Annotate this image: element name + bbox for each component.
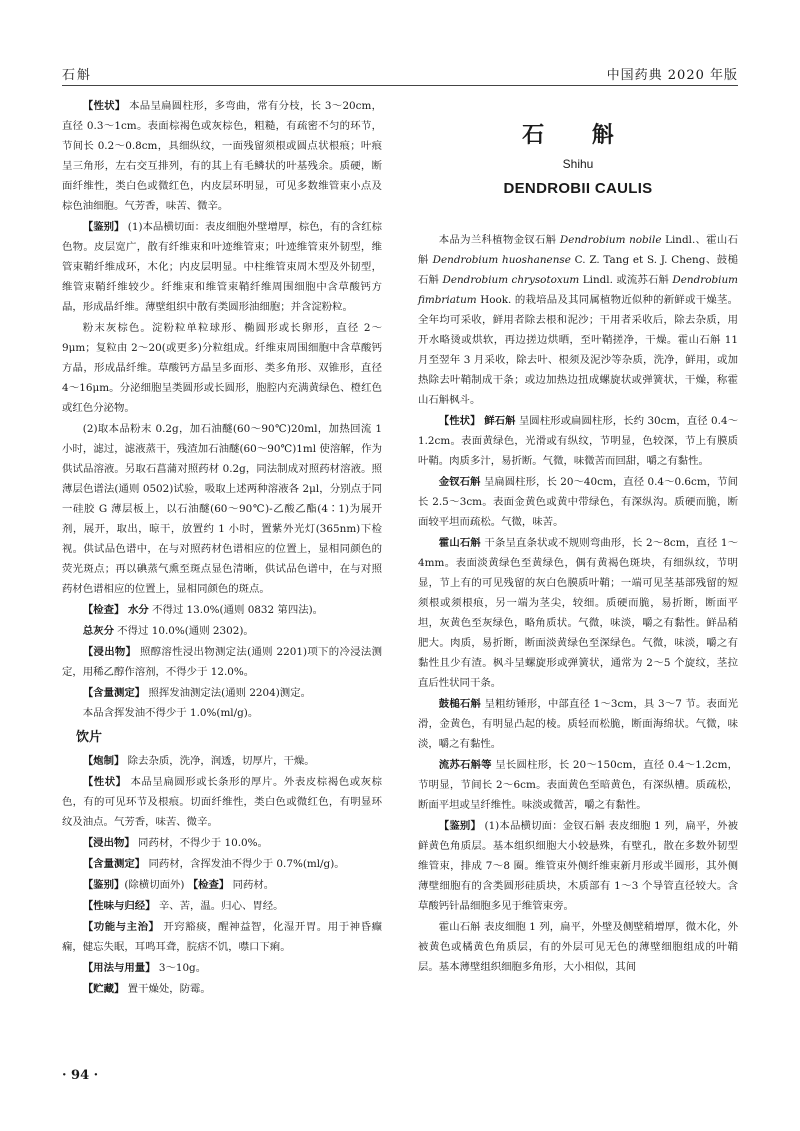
decoction-pieces-heading: 饮片 xyxy=(76,730,103,745)
extract-paragraph xyxy=(62,642,382,682)
section-label: 【性状】 xyxy=(82,776,127,788)
section-label: 【鉴别】 xyxy=(82,879,125,891)
powder-paragraph: 粉末灰棕色。淀粉粒单粒球形、椭圆形或长卵形，直径 2～9μm；复粒由 2～20(或更多)分粒组成。纤维束周围细胞中含草酸钙方晶，形成晶纤维。草酸钙方晶呈多面形、类多角形、双锥形，直径 4～16μm。分泌细胞呈类圆形或长圆形，胞腔内充满黄绿色、橙红色或红色分泌物。 xyxy=(62,322,382,414)
nature-meridian-paragraph xyxy=(62,896,382,916)
pieces-appearance-paragraph xyxy=(62,772,382,832)
jinchai-paragraph xyxy=(418,472,738,532)
monograph-pinyin: Shihu xyxy=(562,157,594,171)
pieces-identification-paragraph xyxy=(62,875,382,895)
source-text: 本品为兰科植物金钗石斛 xyxy=(438,234,560,246)
section-text: 开窍豁痰，醒神益智，化湿开胃。用于神昏癫痫，健忘失眠，耳鸣耳聋，脘痞不饥，噤口下痢。 xyxy=(62,921,382,953)
section-text: (除横切面外) xyxy=(124,879,188,891)
section-label: 【性状】 鲜石斛 xyxy=(438,415,516,427)
section-text: 除去杂质，洗净，润透，切厚片，干燥。 xyxy=(124,755,315,767)
section-label: 【浸出物】 xyxy=(82,646,137,658)
storage-paragraph xyxy=(62,979,382,999)
ash-paragraph xyxy=(62,621,382,641)
section-label: 【贮藏】 xyxy=(82,983,125,995)
section-label: 【炮制】 xyxy=(82,755,125,767)
section-label: 鼓槌石斛 xyxy=(438,698,482,710)
assay-paragraph xyxy=(62,683,382,703)
running-header-title: 石斛 xyxy=(62,68,93,83)
section-label: 总灰分 xyxy=(82,625,114,637)
section-text: 辛、苦，温。归心、胃经。 xyxy=(155,900,284,912)
section-text: 照挥发油测定法(通则 2204)测定。 xyxy=(145,687,311,699)
monograph-title: 石 斛 xyxy=(522,122,634,148)
guchui-paragraph xyxy=(418,694,738,754)
source-text: Lindl. 或流苏石斛 xyxy=(579,274,673,286)
source-text: Lindl.、霍山石斛 xyxy=(418,234,738,266)
pieces-assay-paragraph xyxy=(62,854,382,874)
section-label: 【检查】 xyxy=(187,879,230,891)
source-text: C. Z. Tang et S. J. Cheng、鼓槌石斛 xyxy=(418,254,738,286)
section-text: 3～10g。 xyxy=(155,962,207,974)
section-label: 霍山石斛 xyxy=(438,537,481,549)
section-label: 【性味与归经】 xyxy=(82,900,156,912)
section-text: 本品呈扁圆柱形，多弯曲，常有分枝，长 3～20cm，直径 0.3～1cm。表面棕褐色或灰棕色，粗糙，有疏密不匀的环节，节间长 0.2～0.8cm，具细纵纹，一面残留须根或圆点状根痕；叶痕呈三角形，左右交互排列，有的其上有毛鳞状的叶基残余。质硬，断面纤维性，类白色或微红色，内皮层环明显，可见多数维管束小点及棕色油细胞。气芳香，味苦、微辛。 xyxy=(62,100,383,212)
source-paragraph xyxy=(418,230,738,410)
section-label: 【浸出物】 xyxy=(82,837,135,849)
section-text: 不得过 13.0%(通则 0832 第四法)。 xyxy=(148,604,324,616)
huoshan-paragraph xyxy=(418,533,738,693)
identification-paragraph xyxy=(62,217,382,317)
left-column xyxy=(62,96,382,999)
section-label: 【检查】 水分 xyxy=(82,604,149,616)
running-header-edition: 中国药典 2020 年版 xyxy=(606,68,738,83)
right-column xyxy=(418,96,738,977)
huoshan-section-paragraph: 霍山石斛 表皮细胞 1 列，扁平，外壁及侧壁稍增厚，微木化，外被黄色或橘黄色角质层，有的外层可见无色的薄壁细胞组成的叶鞘层。基本薄壁组织细胞多角形，大小相似，其间 xyxy=(418,921,738,973)
section-label: 流苏石斛等 xyxy=(438,759,492,771)
section-text: 同药材，含挥发油不得少于 0.7%(ml/g)。 xyxy=(145,858,345,870)
species-name: Dendrobium nobile xyxy=(559,234,662,246)
section-label: 【鉴别】 xyxy=(438,820,482,832)
section-text: 呈圆柱形或扁圆柱形，长约 30cm，直径 0.4～1.2cm。表面黄绿色，光滑或有纵纹，节明显，色较深，节上有膜质叶鞘。肉质多汁，易折断。气微，味微苦而回甜，嚼之有黏性。 xyxy=(418,415,738,467)
appearance-paragraph xyxy=(62,96,382,216)
section-text: 同药材。 xyxy=(229,879,275,891)
species-name: Dendrobium chrysotoxum xyxy=(442,274,580,286)
section-label: 【含量测定】 xyxy=(82,687,146,699)
header-rule xyxy=(62,85,738,86)
section-label: 【含量测定】 xyxy=(82,858,146,870)
processing-paragraph xyxy=(62,751,382,771)
section-text: 本品呈扁圆形或长条形的厚片。外表皮棕褐色或灰棕色，有的可见环节及根痕。切面纤维性，类白色或微红色，有明显环纹及油点。气芳香，味苦、微辛。 xyxy=(62,776,382,828)
source-text: Hook. 的栽培品及其同属植物近似种的新鲜或干燥茎。全年均可采收，鲜用者除去根和泥沙；干用者采收后，除去杂质，用开水略烫或烘软，再边搓边烘晒，至叶鞘搓净，干燥。霍山石斛 11 月至翌年 3 月采收，除去叶、根须及泥沙等杂质，洗净，鲜用，或加热除去叶鞘制成干条；或边加热边扭成螺旋状或弹簧状，干燥，称霍山石斛枫斗。 xyxy=(418,294,738,406)
section-label: 【用法与用量】 xyxy=(82,962,156,974)
pieces-extract-paragraph xyxy=(62,833,382,853)
tlc-paragraph: (2)取本品粉末 0.2g，加石油醚(60～90℃)20ml，加热回流 1 小时，滤过，滤液蒸干，残渣加石油醚(60～90℃)1ml 使溶解，作为供试品溶液。另取石菖蒲对照药材 0.2g，同法制成对照药材溶液。照薄层色谱法(通则 0502)试验，吸取上述两种溶液各 2μl，分别点于同一硅胶 G 薄层板上，以石油醚(60～90℃)-乙酸乙酯(4∶1)为展开剂，展开，取出，晾干，放置约 1 小时，置紫外光灯(365nm)下检视。供试品色谱中，在与对照药材色谱相应的位置上，显相同颜色的荧光斑点；再以碘蒸气熏至斑点显色清晰，供试品色谱中，在与对照药材色谱相应的位置上，显相同颜色的斑点。 xyxy=(62,423,382,595)
section-text: 照醇溶性浸出物测定法(通则 2201)项下的冷浸法测定，用稀乙醇作溶剂，不得少于 12.0%。 xyxy=(62,646,383,678)
section-label: 【功能与主治】 xyxy=(82,921,160,933)
page-number: · 94 · xyxy=(62,1068,99,1083)
section-label: 金钗石斛 xyxy=(438,476,481,488)
section-label: 【鉴别】 xyxy=(82,221,125,233)
moisture-paragraph xyxy=(62,600,382,620)
section-text: (1)本品横切面：金钗石斛 表皮细胞 1 列，扁平，外被鲜黄色角质层。基本组织细胞大小较悬殊，有壁孔，散在多数外韧型维管束，排成 7～8 圈。维管束外侧纤维束新月形或半圆形，其外侧薄壁细胞有的含类圆形硅质块，木质部有 1～3 个导管直径较大。含草酸钙针晶细胞多见于维管束旁。 xyxy=(418,820,739,912)
section-text: 不得过 10.0%(通则 2302)。 xyxy=(113,625,254,637)
section-text: 呈扁圆柱形，长 20～40cm，直径 0.4～0.6cm，节间长 2.5～3cm。表面金黄色或黄中带绿色，有深纵沟。质硬而脆，断面较平坦而疏松。气微，味苦。 xyxy=(418,476,739,528)
section-text: 置干燥处，防霉。 xyxy=(124,983,211,995)
functions-paragraph xyxy=(62,917,382,957)
liusu-paragraph xyxy=(418,755,738,815)
section-text: 呈粗纺锤形，中部直径 1～3cm，具 3～7 节。表面光滑，金黄色，有明显凸起的棱。质轻而松脆，断面海绵状。气微，味淡，嚼之有黏性。 xyxy=(418,698,739,750)
species-name: Dendrobium huoshanense xyxy=(432,254,571,266)
transverse-section-paragraph xyxy=(418,816,738,916)
section-text: 干条呈直条状或不规则弯曲形，长 2～8cm，直径 1～4mm。表面淡黄绿色至黄绿色，偶有黄褐色斑块，有细纵纹，节明显，节上有的可见残留的灰白色膜质叶鞘；一端可见茎基部残留的短须根或须根痕，另一端为茎尖，较细。质硬而脆，易折断，断面平坦，灰黄色至灰绿色，略角质状。气微，味淡，嚼之有黏性。鲜品稍肥大。肉质，易折断，断面淡黄绿色至深绿色。气微，味淡，嚼之有黏性且少有渣。枫斗呈螺旋形或弹簧状，通常为 2～5 个旋纹，茎拉直后性状同干条。 xyxy=(418,537,738,689)
section-text: (1)本品横切面：表皮细胞外壁增厚，棕色，有的含红棕色物。皮层宽广，散有纤维束和叶迹维管束；叶迹维管束外韧型，维管束鞘纤维成环，木化；内皮层明显。中柱维管束周木型及外韧型，维管束鞘纤维较少。纤维束和维管束鞘纤维周围细胞中含草酸钙方晶，形成晶纤维。薄壁组织中散有类圆形油细胞；并含淀粉粒。 xyxy=(62,221,382,313)
section-label: 【性状】 xyxy=(82,100,126,112)
section-text: 呈长圆柱形，长 20～150cm，直径 0.4～1.2cm，节明显，节间长 2～6cm。表面黄色至暗黄色，有深纵槽。质疏松，断面平坦或呈纤维性。味淡或微苦，嚼之有黏性。 xyxy=(418,759,739,811)
section-text: 同药材，不得少于 10.0%。 xyxy=(134,837,268,849)
dosage-paragraph xyxy=(62,958,382,978)
monograph-title-block xyxy=(418,96,738,200)
fresh-appearance-paragraph xyxy=(418,411,738,471)
assay-limit-paragraph: 本品含挥发油不得少于 1.0%(ml/g)。 xyxy=(82,707,259,719)
monograph-latin-name: DENDROBII CAULIS xyxy=(503,180,653,197)
species-name: Dendrobium fimbriatum xyxy=(418,274,738,306)
